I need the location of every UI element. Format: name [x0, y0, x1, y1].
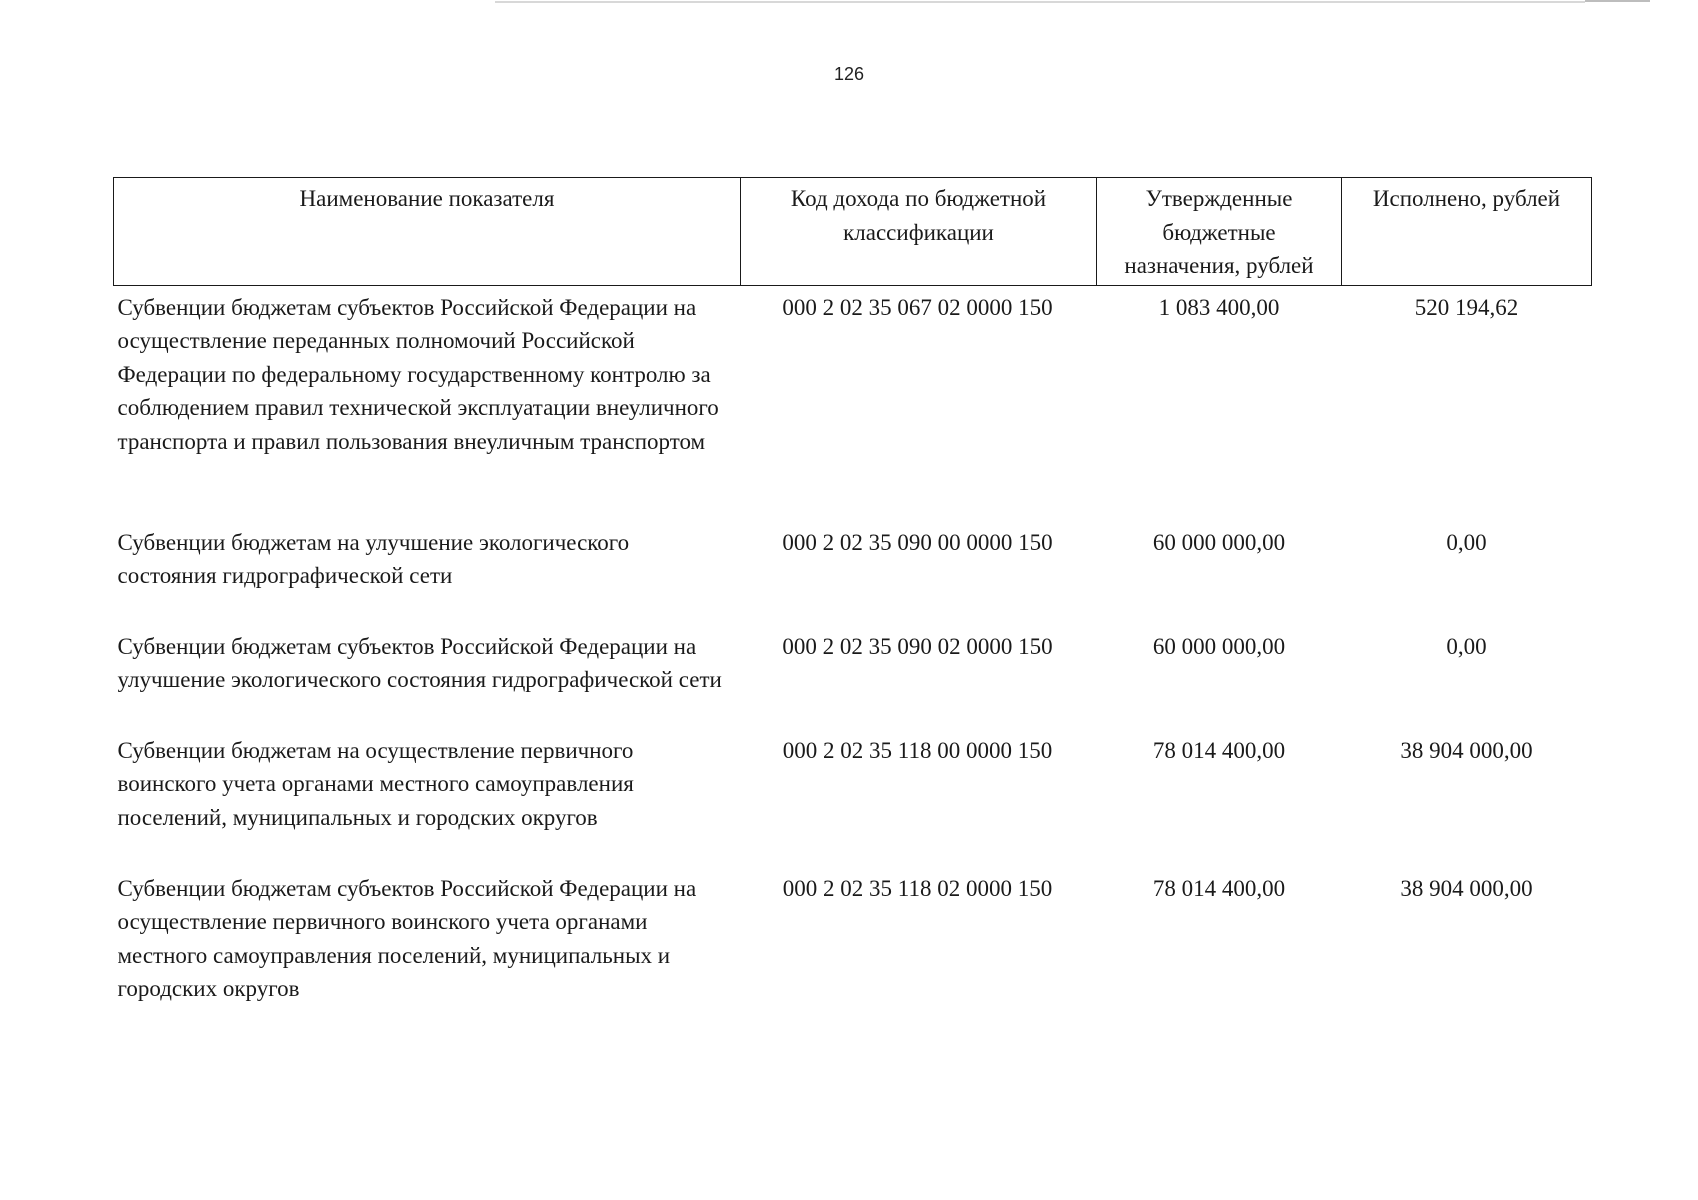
indicator-name-cell: Субвенции бюджетам субъектов Российской Федерации на осуществление первичного воинского учета органами местного самоуправления поселений, муниципальных и городских округов — [117, 875, 697, 1001]
executed-amount-cell: 520 194,62 — [1414, 294, 1519, 320]
approved-amount-cell: 1 083 400,00 — [1158, 294, 1280, 320]
scan-edge-line — [1585, 0, 1650, 2]
table-row — [114, 734, 1592, 872]
budget-income-table — [113, 177, 1592, 1012]
page-number: 126 — [833, 64, 865, 84]
table-row — [114, 630, 1592, 734]
header-indicator-name: Наименование показателя — [114, 178, 741, 286]
income-code-cell: 000 2 02 35 118 00 0000 150 — [782, 737, 1053, 763]
executed-amount-cell: 38 904 000,00 — [1400, 875, 1533, 901]
income-code-cell: 000 2 02 35 118 02 0000 150 — [782, 875, 1053, 901]
table-row — [114, 285, 1592, 526]
income-code-cell: 000 2 02 35 090 00 0000 150 — [782, 529, 1053, 555]
scan-edge-line — [495, 1, 1585, 3]
approved-amount-cell: 60 000 000,00 — [1152, 633, 1286, 659]
indicator-name-cell: Субвенции бюджетам субъектов Российской Федерации на улучшение экологического состояния гидрографической сети — [117, 633, 722, 692]
header-executed: Исполнено, рублей — [1342, 178, 1592, 286]
approved-amount-cell: 78 014 400,00 — [1152, 875, 1286, 901]
approved-amount-cell: 78 014 400,00 — [1152, 737, 1286, 763]
indicator-name-cell: Субвенции бюджетам на улучшение экологического состояния гидрографической сети — [117, 529, 630, 588]
executed-amount-cell: 0,00 — [1446, 633, 1487, 659]
header-income-code: Код дохода по бюджетной классификации — [741, 178, 1097, 286]
table-header-row — [114, 178, 1592, 286]
table-row — [114, 872, 1592, 1012]
approved-amount-cell: 60 000 000,00 — [1152, 529, 1286, 555]
table-row — [114, 526, 1592, 630]
executed-amount-cell: 38 904 000,00 — [1400, 737, 1533, 763]
income-code-cell: 000 2 02 35 067 02 0000 150 — [782, 294, 1053, 320]
executed-amount-cell: 0,00 — [1446, 529, 1487, 555]
header-approved-assignments: Утвержденные бюджетные назначения, рублей — [1097, 178, 1342, 286]
indicator-name-cell: Субвенции бюджетам субъектов Российской Федерации на осуществление переданных полномочий Российской Федерации по федеральному государственному контролю за соблюдением правил технической эксплуатации внеуличного транспорта и правил пользования внеуличным транспортом — [117, 294, 719, 454]
income-code-cell: 000 2 02 35 090 02 0000 150 — [782, 633, 1053, 659]
indicator-name-cell: Субвенции бюджетам на осуществление первичного воинского учета органами местного самоуправления поселений, муниципальных и городских округов — [117, 737, 634, 830]
